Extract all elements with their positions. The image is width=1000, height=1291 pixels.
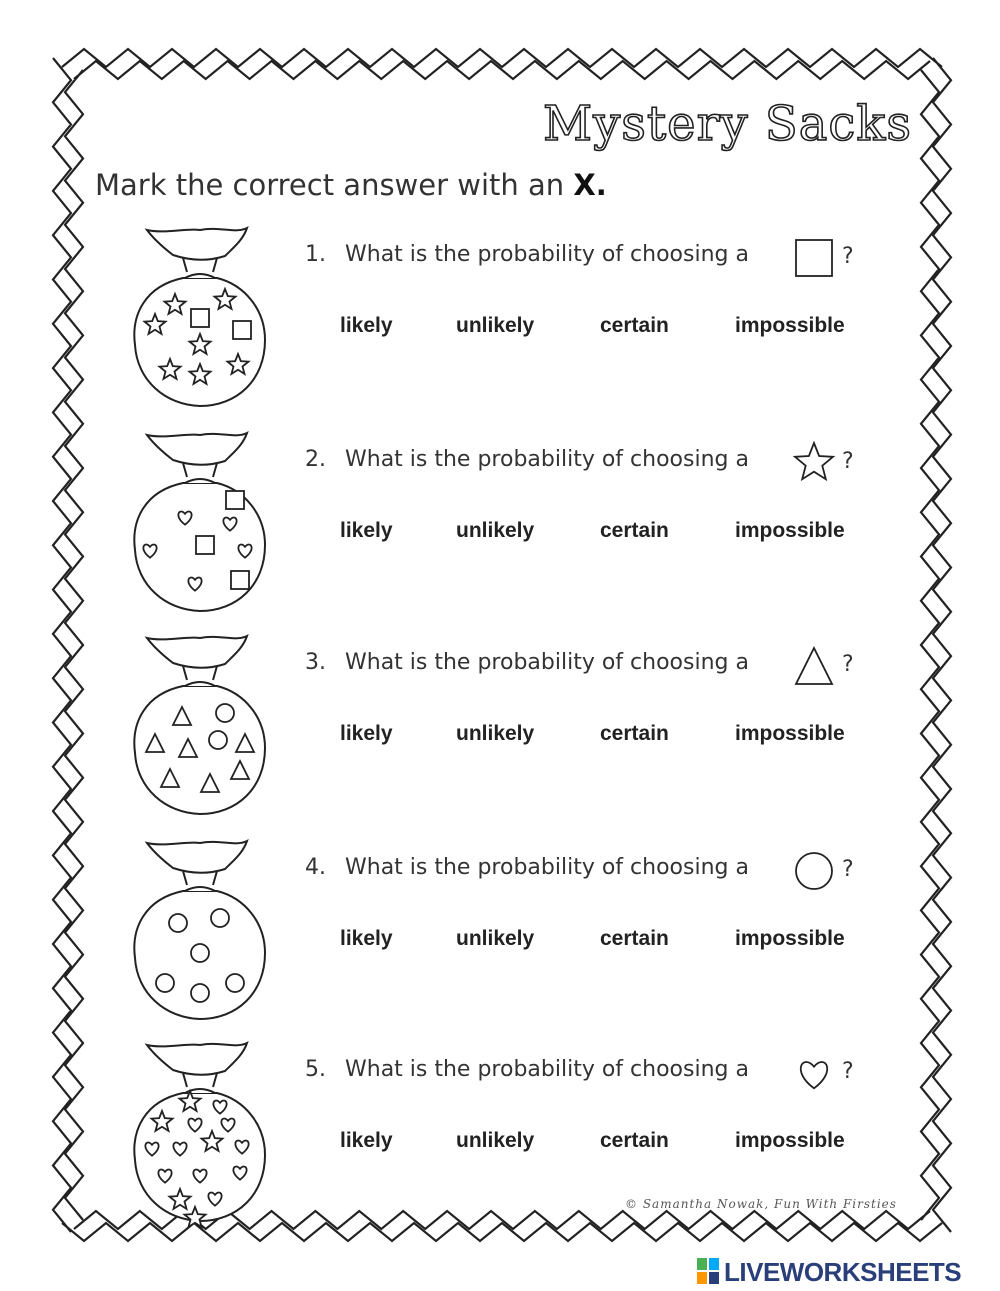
mystery-sack-icon	[125, 220, 275, 415]
mystery-sack-icon	[125, 425, 275, 620]
star-icon	[792, 441, 836, 485]
answer-option-certain[interactable]: certain	[600, 927, 669, 950]
question-text	[305, 650, 749, 675]
answer-option-unlikely[interactable]: unlikely	[456, 519, 535, 542]
answer-option-certain[interactable]: certain	[600, 1129, 669, 1152]
circle-icon	[209, 731, 227, 749]
brand-name: LIVEWORKSHEETS	[724, 1257, 962, 1287]
sack-tie	[147, 636, 247, 686]
question-prompt: What is the probability of choosing a	[345, 1057, 749, 1082]
instruction-emphasis: X.	[573, 168, 607, 202]
question-text	[305, 447, 749, 472]
question-mark: ?	[842, 1059, 854, 1084]
answer-option-likely[interactable]: likely	[340, 722, 393, 745]
triangle-icon	[792, 644, 836, 688]
sack-body	[134, 1093, 265, 1221]
sack-tie	[147, 433, 247, 483]
answer-option-certain[interactable]: certain	[600, 722, 669, 745]
square-icon	[196, 536, 214, 554]
square-icon	[226, 491, 244, 509]
mystery-sack-icon	[125, 833, 275, 1028]
square-icon	[191, 309, 209, 327]
circle-icon	[216, 704, 234, 722]
question-prompt: What is the probability of choosing a	[345, 650, 749, 675]
question-text	[305, 1057, 749, 1082]
triangle-shape	[796, 648, 832, 684]
question-prompt: What is the probability of choosing a	[345, 447, 749, 472]
question-mark: ?	[842, 244, 854, 269]
circle-shape	[796, 853, 832, 889]
answer-option-unlikely[interactable]: unlikely	[456, 927, 535, 950]
question-text	[305, 242, 749, 267]
question-2	[0, 425, 1000, 625]
question-number: 4.	[305, 855, 326, 880]
square-shape	[796, 240, 832, 276]
star-shape	[795, 443, 833, 479]
question-prompt: What is the probability of choosing a	[345, 242, 749, 267]
sack-tie	[147, 841, 247, 891]
copyright-credit: © Samantha Nowak, Fun With Firsties	[625, 1197, 897, 1211]
instruction-text: Mark the correct answer with an	[95, 168, 574, 202]
circle-icon	[191, 984, 209, 1002]
question-mark: ?	[842, 857, 854, 882]
answer-option-impossible[interactable]: impossible	[735, 519, 845, 542]
question-mark: ?	[842, 449, 854, 474]
answer-option-unlikely[interactable]: unlikely	[456, 722, 535, 745]
circle-icon	[156, 974, 174, 992]
question-1	[0, 220, 1000, 420]
sack-tie	[147, 228, 247, 278]
answer-option-impossible[interactable]: impossible	[735, 314, 845, 337]
question-number: 5.	[305, 1057, 326, 1082]
answer-option-likely[interactable]: likely	[340, 519, 393, 542]
answer-option-unlikely[interactable]: unlikely	[456, 314, 535, 337]
answer-option-impossible[interactable]: impossible	[735, 722, 845, 745]
circle-icon	[191, 944, 209, 962]
answer-option-certain[interactable]: certain	[600, 314, 669, 337]
question-number: 2.	[305, 447, 326, 472]
circle-icon	[226, 974, 244, 992]
answer-option-impossible[interactable]: impossible	[735, 1129, 845, 1152]
question-number: 1.	[305, 242, 326, 267]
circle-icon	[211, 909, 229, 927]
square-icon	[233, 321, 251, 339]
mystery-sack-icon	[125, 1035, 275, 1230]
answer-option-unlikely[interactable]: unlikely	[456, 1129, 535, 1152]
square-icon	[231, 571, 249, 589]
heart-shape	[801, 1062, 827, 1088]
question-3	[0, 628, 1000, 828]
circle-icon	[792, 849, 836, 893]
page-title: Mystery Sacks	[542, 96, 912, 152]
answer-option-certain[interactable]: certain	[600, 519, 669, 542]
answer-option-likely[interactable]: likely	[340, 1129, 393, 1152]
liveworksheets-logo-icon	[697, 1258, 721, 1286]
answer-option-impossible[interactable]: impossible	[735, 927, 845, 950]
question-mark: ?	[842, 652, 854, 677]
question-number: 3.	[305, 650, 326, 675]
answer-option-likely[interactable]: likely	[340, 927, 393, 950]
instruction	[95, 168, 607, 202]
mystery-sack-icon	[125, 628, 275, 823]
answer-option-likely[interactable]: likely	[340, 314, 393, 337]
square-icon	[792, 236, 836, 280]
circle-icon	[169, 914, 187, 932]
question-prompt: What is the probability of choosing a	[345, 855, 749, 880]
question-4	[0, 833, 1000, 1033]
question-text	[305, 855, 749, 880]
sack-tie	[147, 1043, 247, 1093]
heart-icon	[792, 1051, 836, 1095]
